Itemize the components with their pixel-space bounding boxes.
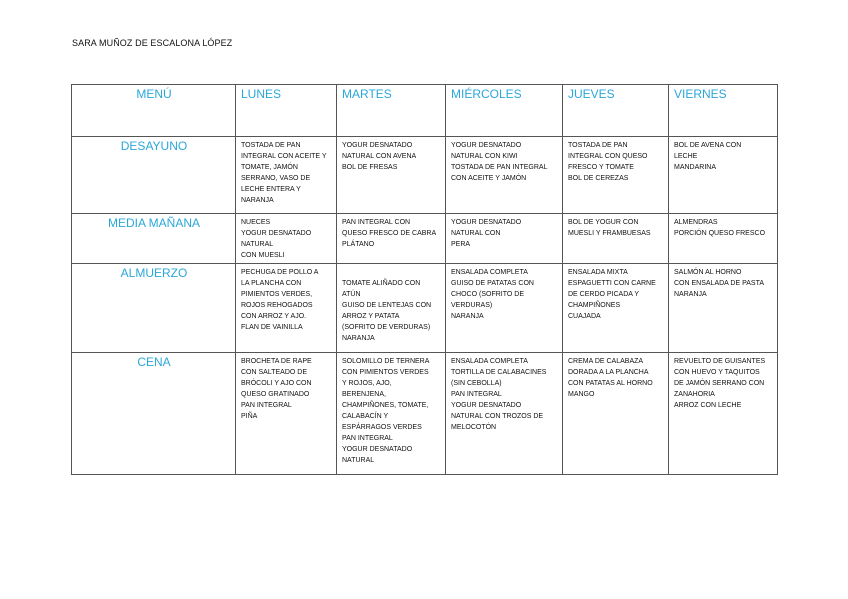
menu-cell-line: TOSTADA DE PAN [568,142,628,149]
menu-cell-line: SALMÓN AL HORNO [674,269,742,276]
menu-cell [563,353,669,475]
menu-cell-line: GUISO DE LENTEJAS CON [342,302,432,309]
menu-cell-line: NATURAL [241,241,274,248]
menu-cell-line: MANGO [568,391,595,398]
menu-cell-line: TORTILLA DE CALABACINES [451,369,547,376]
menu-cell [236,264,337,353]
menu-cell [337,214,446,264]
menu-cell-line: QUESO GRATINADO [241,391,310,398]
menu-cell-line: NUECES [241,219,271,226]
weekly-menu-table [71,84,778,475]
menu-cell-line: BERENJENA, [342,391,386,398]
menu-cell-line: NARANJA [451,313,484,320]
menu-cell-line: YOGUR DESNATADO [451,402,522,409]
menu-cell [236,353,337,475]
menu-cell-line: PAN INTEGRAL [342,435,393,442]
menu-cell-line: PERA [451,241,471,248]
table-row-cena [72,353,778,475]
menu-cell-line: CON ARROZ Y AJO. [241,313,307,320]
menu-cell-line: ROJOS REHOGADOS [241,302,313,309]
menu-cell-line: LECHE ENTERA Y [241,186,301,193]
menu-cell-line: LA PLANCHA CON [241,280,302,287]
menu-cell-line: CALABACÍN Y [342,413,389,420]
author-name: SARA MUÑOZ DE ESCALONA LÓPEZ [72,38,233,48]
menu-cell-line: PAN INTEGRAL CON [342,219,411,226]
menu-cell-line: BOL DE YOGUR CON [568,219,639,226]
menu-cell-line: SOLOMILLO DE TERNERA [342,358,430,365]
header-menu: MENÚ [72,85,236,137]
menu-cell-line: YOGUR DESNATADO [451,142,522,149]
menu-cell-line: SERRANO, VASO DE [241,175,311,182]
menu-cell-line: CHAMPIÑONES [568,302,621,309]
menu-cell-line: CON MUESLI [241,252,285,259]
row-label: ALMUERZO [72,264,236,353]
header-viernes: VIERNES [669,85,778,137]
menu-cell-line: INTEGRAL CON QUESO [568,153,648,160]
menu-cell [446,214,563,264]
table-row-desayuno [72,137,778,214]
menu-cell [236,214,337,264]
menu-cell-line: NATURAL [342,457,375,464]
menu-cell-line: ZANAHORIA [674,391,715,398]
menu-cell-line: YOGUR DESNATADO [241,230,312,237]
menu-cell-line: NATURAL CON AVENA [342,153,417,160]
menu-cell-line: NATURAL CON TROZOS DE [451,413,544,420]
menu-cell-line: CHAMPIÑONES, TOMATE, [342,402,429,409]
menu-cell-line: PIÑA [241,413,258,420]
menu-cell-line: ESPÁRRAGOS VERDES [342,424,422,431]
menu-cell-line [342,267,441,278]
menu-cell-line: ATÚN [342,291,361,298]
menu-cell-line: YOGUR DESNATADO [342,446,413,453]
menu-cell-line: CON ENSALADA DE PASTA [674,280,764,287]
menu-cell-line: ENSALADA MIXTA [568,269,628,276]
menu-cell [236,137,337,214]
table-header-row [72,85,778,137]
menu-cell-line: PAN INTEGRAL [241,402,292,409]
menu-cell-line: CHOCO (SOFRITO DE [451,291,524,298]
menu-cell-line: ARROZ Y PATATA [342,313,400,320]
menu-cell-line: GUISO DE PATATAS CON [451,280,534,287]
menu-cell-line: PLÁTANO [342,241,375,248]
menu-cell-line: DE JAMÓN SERRANO CON [674,380,765,387]
row-label: DESAYUNO [72,137,236,214]
menu-cell [669,264,778,353]
menu-cell [337,137,446,214]
menu-cell-line: PORCIÓN QUESO FRESCO [674,230,766,237]
menu-cell [446,353,563,475]
table-row-almuerzo [72,264,778,353]
menu-cell-line: DORADA A LA PLANCHA [568,369,649,376]
menu-cell [563,264,669,353]
menu-cell-line: CON ACEITE Y JAMÓN [451,175,527,182]
menu-cell-line: TOMATE ALIÑADO CON [342,280,421,287]
menu-cell-line: CON SALTEADO DE [241,369,307,376]
menu-cell-line: LECHE [674,153,698,160]
row-label: CENA [72,353,236,475]
menu-cell-line: NARANJA [241,197,274,204]
menu-cell-line: NARANJA [674,291,707,298]
menu-cell-line: YOGUR DESNATADO [342,142,413,149]
menu-cell-line: CREMA DE CALABAZA [568,358,644,365]
menu-cell-line: FRESCO Y TOMATE [568,164,634,171]
menu-cell-line: FLAN DE VAINILLA [241,324,303,331]
menu-cell [669,214,778,264]
menu-cell-line: PECHUGA DE POLLO A [241,269,319,276]
menu-cell-line: ARROZ CON LECHE [674,402,742,409]
row-label: MEDIA MAÑANA [72,214,236,264]
menu-cell-line: ENSALADA COMPLETA [451,269,528,276]
header-martes: MARTES [337,85,446,137]
menu-cell-line: TOSTADA DE PAN INTEGRAL [451,164,548,171]
menu-cell-line: (SOFRITO DE VERDURAS) [342,324,431,331]
menu-cell-line: MUESLI Y FRAMBUESAS [568,230,651,237]
menu-cell-line: TOMATE, JAMÓN [241,164,298,171]
header-lunes: LUNES [236,85,337,137]
menu-cell-line: VERDURAS) [451,302,493,309]
menu-cell-line: (SIN CEBOLLA) [451,380,502,387]
table-row-media-manana [72,214,778,264]
menu-cell [446,137,563,214]
menu-cell [669,137,778,214]
menu-cell-line: QUESO FRESCO DE CABRA [342,230,437,237]
menu-cell-line: REVUELTO DE GUISANTES [674,358,766,365]
menu-cell-line: CON PIMIENTOS VERDES [342,369,429,376]
menu-cell-line: TOSTADA DE PAN [241,142,301,149]
menu-cell [446,264,563,353]
menu-cell-line: ESPAGUETTI CON CARNE [568,280,656,287]
menu-cell [669,353,778,475]
menu-cell-line: NATURAL CON KIWI [451,153,518,160]
header-miercoles: MIÉRCOLES [446,85,563,137]
header-jueves: JUEVES [563,85,669,137]
menu-cell-line: CON HUEVO Y TAQUITOS [674,369,760,376]
menu-cell-line: MANDARINA [674,164,717,171]
menu-cell-line: CUAJADA [568,313,601,320]
menu-cell-line: PAN INTEGRAL [451,391,502,398]
menu-cell-line: NATURAL CON [451,230,501,237]
menu-cell [563,137,669,214]
menu-cell [337,264,446,353]
menu-cell-line: ALMENDRAS [674,219,718,226]
menu-cell-line: BRÓCOLI Y AJO CON [241,380,312,387]
menu-cell-line: ENSALADA COMPLETA [451,358,528,365]
menu-cell-line: BOL DE AVENA CON [674,142,742,149]
menu-cell-line: PIMIENTOS VERDES, [241,291,313,298]
menu-cell [337,353,446,475]
menu-cell-line: MELOCOTÓN [451,424,497,431]
menu-cell-line: BOL DE CEREZAS [568,175,629,182]
menu-cell-line: DE CERDO PICADA Y [568,291,640,298]
menu-cell-line: Y ROJOS, AJO, [342,380,392,387]
menu-cell-line: YOGUR DESNATADO [451,219,522,226]
menu-cell-line: CON PATATAS AL HORNO [568,380,653,387]
menu-cell [563,214,669,264]
menu-cell-line: BROCHETA DE RAPE [241,358,312,365]
menu-cell-line: NARANJA [342,335,375,342]
menu-cell-line: INTEGRAL CON ACEITE Y [241,153,327,160]
menu-cell-line: BOL DE FRESAS [342,164,398,171]
